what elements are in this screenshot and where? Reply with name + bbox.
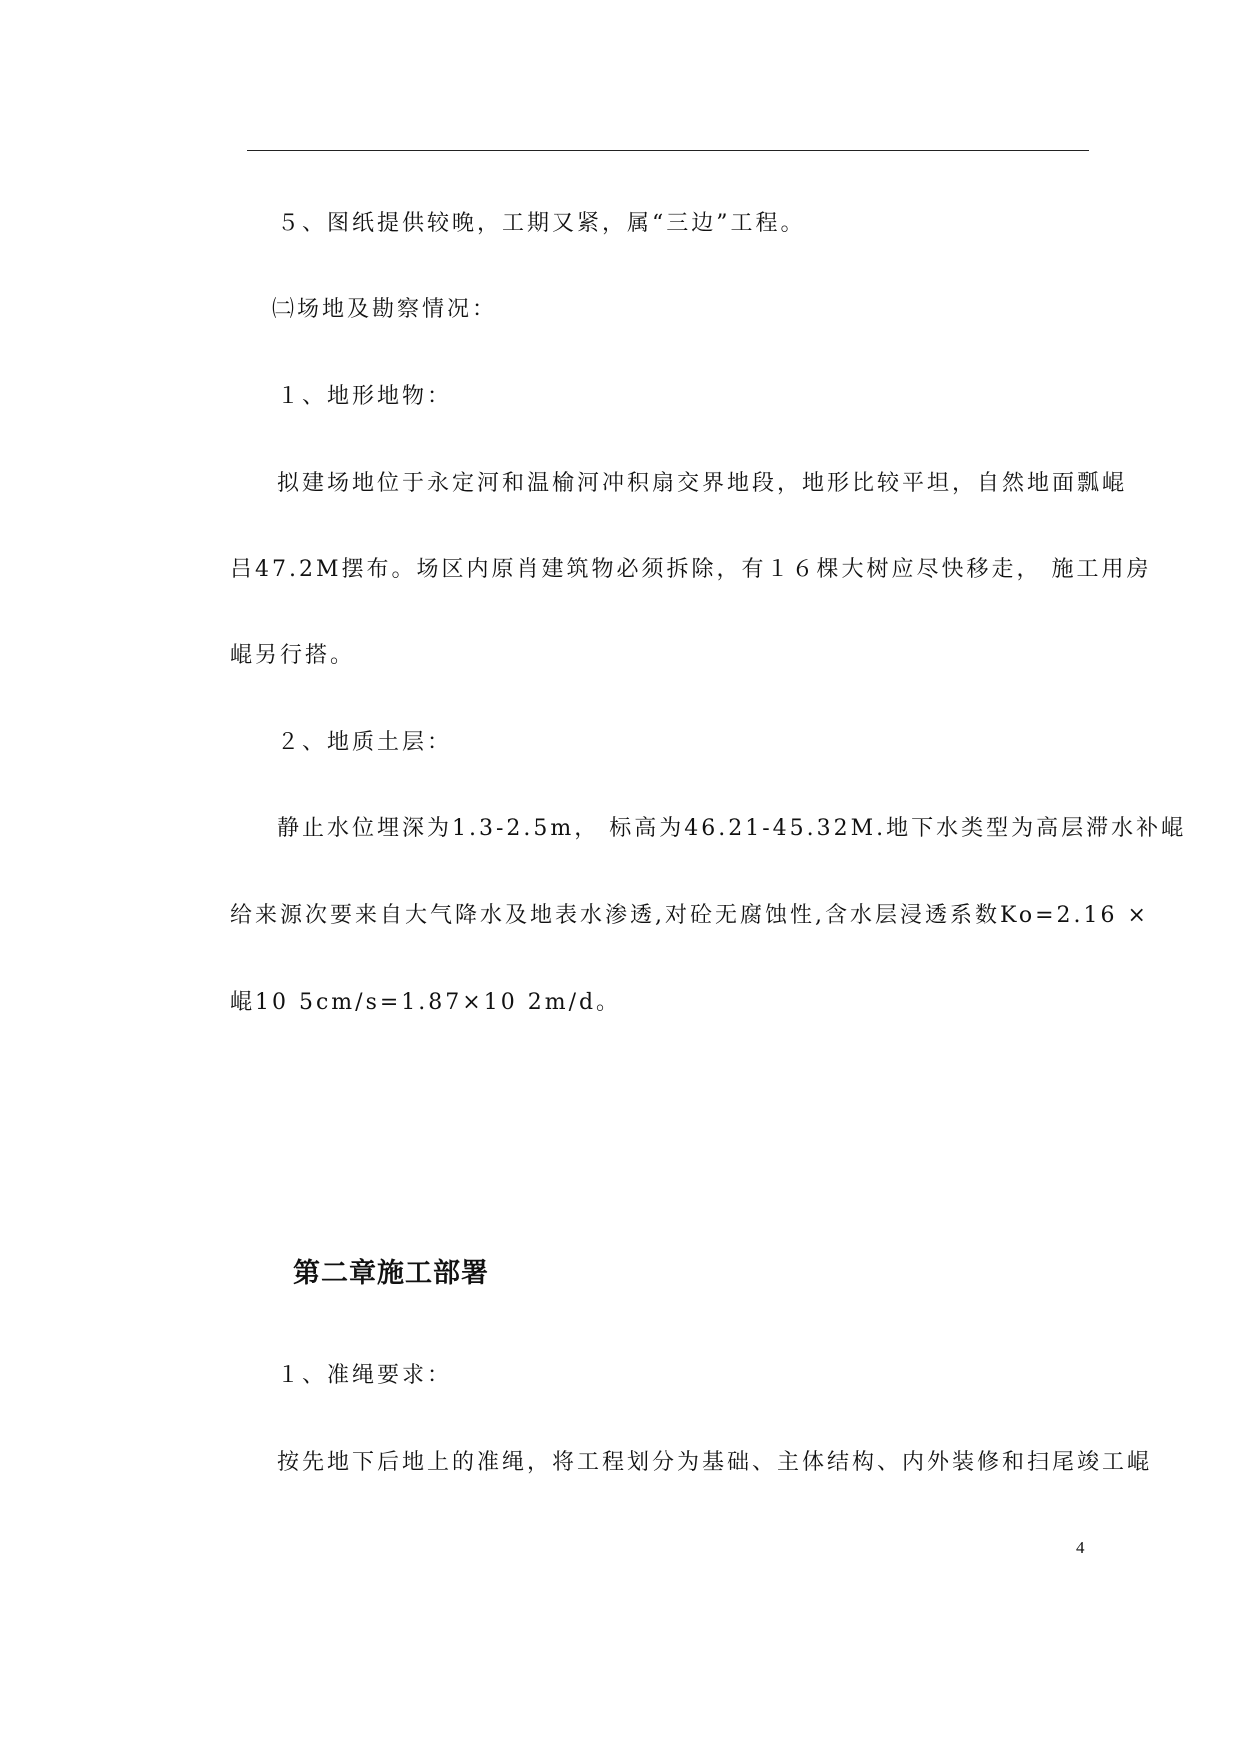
paragraph-line: 崐10 5cm/s=1.87×10 2m/d。: [230, 990, 622, 1015]
paragraph-line: 给来源次要来自大气降水及地表水渗透,对砼无腐蚀性,含水层浸透系数Ko=2.16 ×: [230, 903, 1149, 928]
header-rule: [247, 150, 1089, 151]
subsection-heading: １、准绳要求：: [277, 1363, 453, 1388]
section-heading: ㈡场地及勘察情况：: [272, 297, 498, 322]
paragraph-line: 拟建场地位于永定河和温榆河冲积扇交界地段，地形比较平坦，自然地面瓢崐: [277, 471, 1128, 496]
paragraph-line: ５、图纸提供较晚，工期又紧，属“三边”工程。: [277, 211, 806, 236]
paragraph-line: 吕47.2M摆布。场区内原肖建筑物必须拆除，有１６棵大树应尽快移走， 施工用房: [230, 557, 1152, 582]
paragraph-line: 静止水位埋深为1.3-2.5m， 标高为46.21-45.32M.地下水类型为高层滞水补崐: [277, 816, 1187, 841]
subsection-heading: ２、地质土层：: [277, 730, 453, 755]
paragraph-line: 按先地下后地上的准绳，将工程划分为基础、主体结构、内外装修和扫尾竣工崐: [277, 1450, 1153, 1475]
subsection-heading: １、地形地物：: [277, 384, 453, 409]
page-number: 4: [1076, 1538, 1085, 1557]
chapter-title: 第二章施工部署: [293, 1258, 489, 1289]
paragraph-line: 崐另行搭。: [230, 643, 356, 668]
